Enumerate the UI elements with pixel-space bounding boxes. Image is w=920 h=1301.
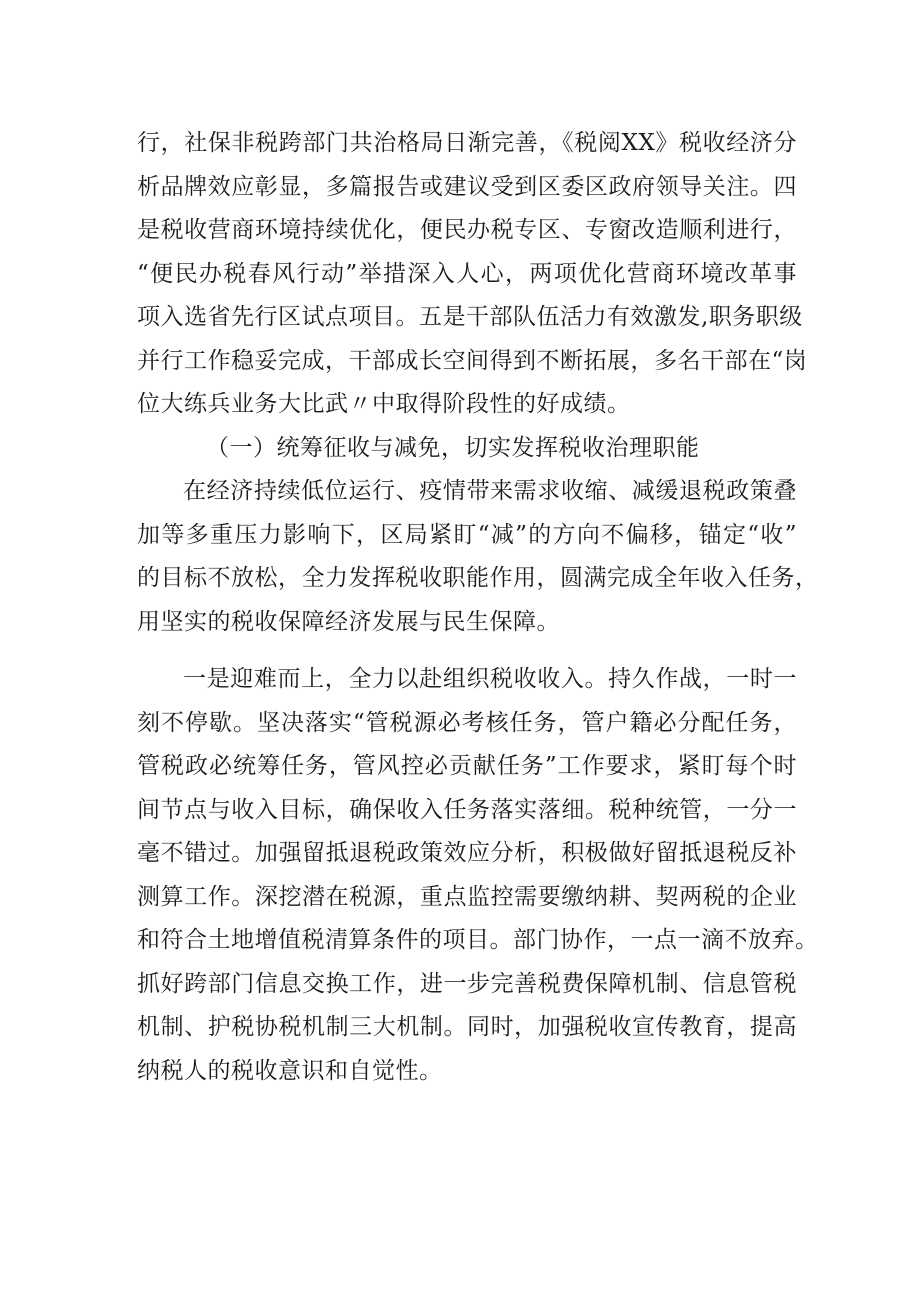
paragraph-line: 机制、护税协税机制三大机制。同时，加强税收宣传教育，提高 [137,1014,797,1040]
paragraph-gap [137,644,797,658]
paragraph-line: 项入选省先行区试点项目。五是干部队伍活力有效激发,职务职级 [137,304,803,330]
paragraph-line: 抓好跨部门信息交换工作，进一步完善税费保障机制、信息管税 [137,970,797,997]
document-body [137,122,819,1093]
paragraph-line: 测算工作。深挖潜在税源，重点监控需要缴纳耕、契两税的企业 [137,883,797,910]
paragraph-line: 毫不错过。加强留抵退税政策效应分析，积极做好留抵退税反补 [137,840,797,866]
paragraph-line: 行，社保非税跨部门共治格局日渐完善，《税阅XX》税收经济分 [137,130,797,156]
paragraph-line: 刻不停歇。坚决落实“管税源必考核任务，管户籍必分配任务， [137,709,797,736]
paragraph-line: 的目标不放松，全力发挥税收职能作用，圆满完成全年收入任务， [137,565,819,591]
paragraph-line: 是税收营商环境持续优化，便民办税专区、专窗改造顺利进行， [137,217,797,243]
paragraph-line: 析品牌效应彰显，多篇报告或建议受到区委区政府领导关注。四 [137,173,797,200]
paragraph-line: “便民办税春风行动”举措深入人心，两项优化营商环境改革事 [137,260,797,287]
paragraph-line: 管税政必统筹任务，管风控必贡献任务”工作要求，紧盯每个时 [137,753,797,779]
paragraph-line: 纳税人的税收意识和自觉性。 [137,1057,443,1084]
paragraph-line: 位大练兵业务大比武〃中取得阶段性的好成绩。 [137,391,631,417]
paragraph-line: 和符合土地增值税清算条件的项目。部门协作，一点一滴不放弃。 [137,927,819,953]
paragraph-line: 用坚实的税收保障经济发展与民生保障。 [137,608,560,635]
paragraph-line: 间节点与收入目标，确保收入任务落实落细。税种统管，一分一 [137,796,797,823]
paragraph-line: 加等多重压力影响下，区局紧盯“减”的方向不偏移，锚定“收” [137,521,797,548]
paragraph-line: 一是迎难而上，全力以赴组织税收收入。持久作战，一时一 [183,666,797,692]
section-heading: （一）统筹征收与减免，切实发挥税收治理职能 [206,434,700,461]
paragraph-2 [137,470,819,644]
paragraph-1 [137,122,808,427]
paragraph-3 [137,658,819,1093]
paragraph-line: 在经济持续低位运行、疫情带来需求收缩、减缓退税政策叠 [183,478,797,504]
paragraph-line: 并行工作稳妥完成，干部成长空间得到不断拓展，多名干部在“岗 [137,347,808,374]
